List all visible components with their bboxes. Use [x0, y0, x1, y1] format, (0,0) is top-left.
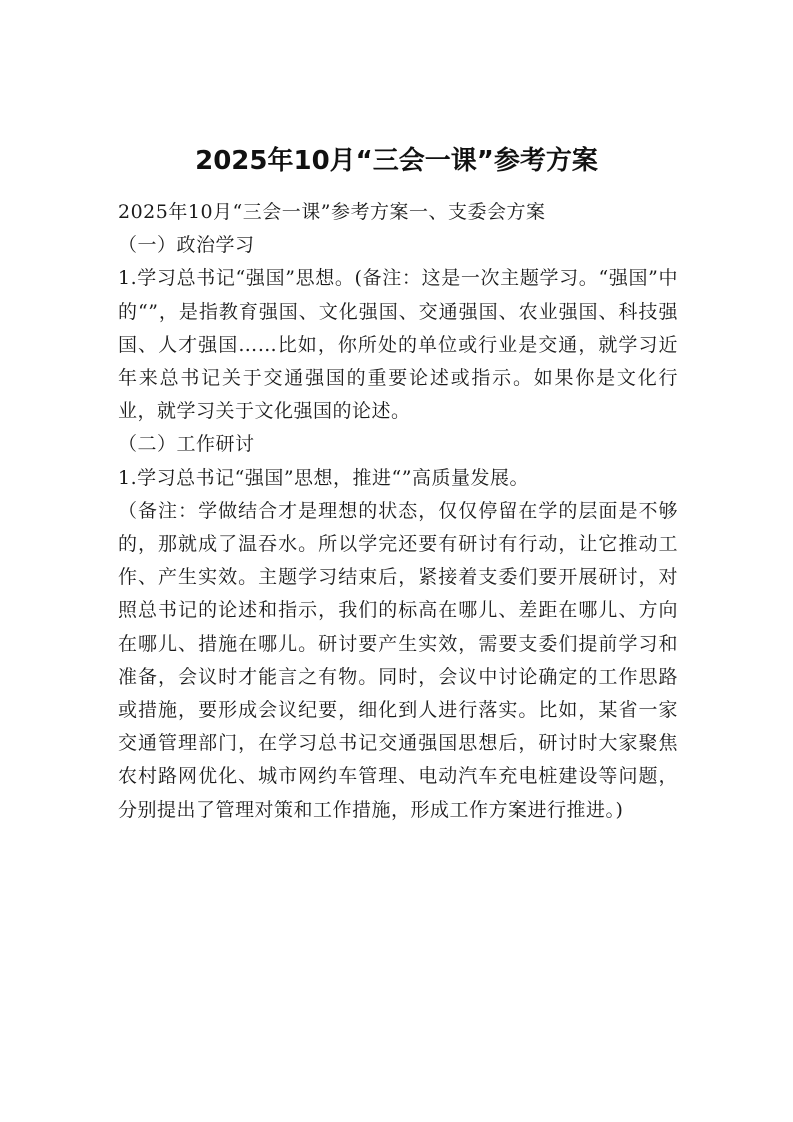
- paragraph-discussion-item: 1.学习总书记“强国”思想，推进“”高质量发展。: [118, 466, 529, 489]
- section-heading-work-discussion: （二）工作研讨: [118, 433, 255, 456]
- paragraph-study-item: 1.学习总书记“强国”思想。(备注：这是一次主题学习。“强国”中的“”，是指教育强国、文化强国、交通强国、农业强国、科技强国、人才强国……比如，你所处的单位或行业是交通，就学习近年来总书记关于交通强国的重要论述或指示。如果你是文化行业，就学习关于文化强国的论述。: [118, 267, 678, 423]
- document-body: [118, 196, 678, 827]
- section-heading-political-study: （一）政治学习: [118, 234, 255, 257]
- paragraph-discussion-note: （备注：学做结合才是理想的状态，仅仅停留在学的层面是不够的，那就成了温吞水。所以学完还要有研讨有行动，让它推动工作、产生实效。主题学习结束后，紧接着支委们要开展研讨，对照总书记的论述和指示，我们的标高在哪儿、差距在哪儿、方向在哪儿、措施在哪儿。研讨要产生实效，需要支委们提前学习和准备，会议时才能言之有物。同时，会议中讨论确定的工作思路或措施，要形成会议纪要，细化到人进行落实。比如，某省一家交通管理部门，在学习总书记交通强国思想后，研讨时大家聚焦农村路网优化、城市网约车管理、电动汽车充电桩建设等问题，分别提出了管理对策和工作措施，形成工作方案进行推进。): [118, 499, 678, 821]
- document-title: 2025年10月“三会一课”参考方案: [195, 146, 598, 177]
- intro-line: 2025年10月“三会一课”参考方案一、支委会方案: [118, 201, 546, 223]
